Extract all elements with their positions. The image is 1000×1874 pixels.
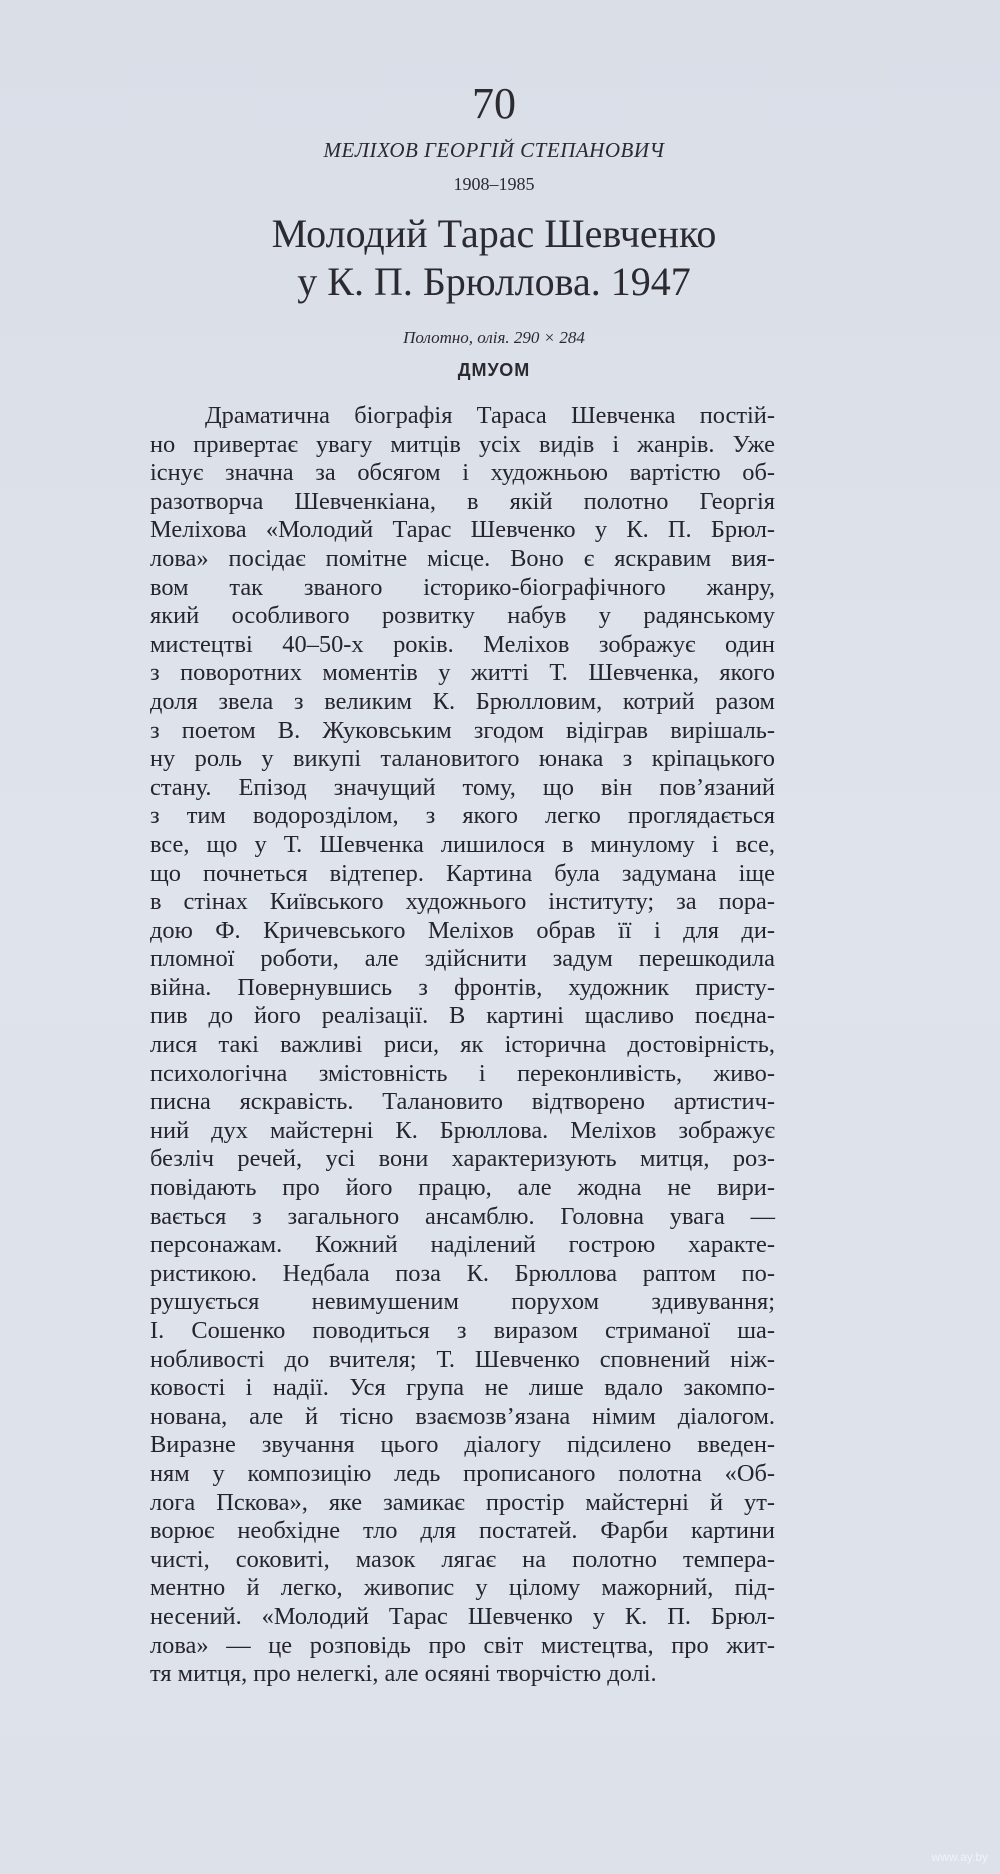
- text-line: лога Пскова», яке замикає простір майстерні й ут-: [150, 1488, 775, 1516]
- text-line: існує значна за обсягом і художньою вартістю об-: [150, 459, 775, 487]
- text-line: писна яскравість. Талановито відтворено артистич-: [150, 1088, 775, 1116]
- watermark: www.ay.by: [931, 1850, 988, 1864]
- text-line: з поворотних моментів у житті Т. Шевченка, якого: [150, 659, 775, 687]
- text-line: ну роль у викупі талановитого юнака з кріпацького: [150, 745, 775, 773]
- text-line: мистецтві 40–50-х років. Меліхов зображує один: [150, 630, 775, 658]
- text-line: нобливості до вчителя; Т. Шевченко сповнений ніж-: [150, 1345, 775, 1373]
- text-line: лова» — це розповідь про світ мистецтва, про жит-: [150, 1631, 775, 1659]
- text-line: все, що у Т. Шевченка лишилося в минулому і все,: [150, 830, 775, 858]
- text-line: чисті, соковиті, мазок лягає на полотно темпера-: [150, 1545, 775, 1573]
- text-line: пив до його реалізації. В картині щасливо поєдна-: [150, 1002, 775, 1030]
- text-line: Меліхова «Молодий Тарас Шевченко у К. П. Брюл-: [150, 516, 775, 544]
- text-line: ням у композицію ледь прописаного полотна «Об-: [150, 1459, 775, 1487]
- text-line: ментно й легко, живопис у цілому мажорний, під-: [150, 1574, 775, 1602]
- plate-number: 70: [472, 79, 516, 128]
- text-line: дою Ф. Кричевського Меліхов обрав її і для ди-: [150, 916, 775, 944]
- text-line: ристикою. Недбала поза К. Брюллова раптом по-: [150, 1259, 775, 1287]
- plate-header: [0, 78, 1000, 382]
- artwork-collection: ДМУОМ: [457, 360, 531, 380]
- text-line: тя митця, про нелегкі, але осяяні творчістю долі.: [150, 1660, 657, 1688]
- text-line: що почнеться відтепер. Картина була задумана іще: [150, 859, 775, 887]
- text-line: ворює необхідне тло для постатей. Фарби картини: [150, 1517, 775, 1545]
- text-line: несений. «Молодий Тарас Шевченко у К. П. Брюл-: [150, 1602, 775, 1630]
- text-line: ний дух майстерні К. Брюллова. Меліхов зображує: [150, 1116, 775, 1144]
- text-line: психологічна змістовність і переконливість, живо-: [150, 1059, 775, 1087]
- text-line: ковості і надії. Уся група не лише вдало закомпо-: [150, 1374, 775, 1402]
- text-line: лися такі важливі риси, як історична достовірність,: [150, 1031, 775, 1059]
- description-text: [150, 402, 775, 1689]
- artwork-title: [0, 210, 1000, 306]
- text-line: війна. Повернувшись з фронтів, художник присту-: [150, 973, 775, 1001]
- text-line: з тим водорозділом, з якого легко проглядається: [150, 802, 775, 830]
- artwork-title-line: Молодий Тарас Шевченко: [271, 211, 717, 256]
- text-line: І. Сошенко поводиться з виразом стриманої ша-: [150, 1317, 775, 1344]
- artist-dates: 1908–1985: [453, 174, 535, 194]
- text-line: вом так званого історико-біографічного жанру,: [150, 573, 775, 601]
- text-line: лова» посідає помітне місце. Воно є яскравим вия-: [150, 544, 775, 572]
- text-line: в стінах Київського художнього інституту; за пора-: [150, 888, 775, 916]
- text-line: стану. Епізод значущий тому, що він пов’язаний: [150, 773, 775, 801]
- text-line: доля звела з великим К. Брюлловим, котрий разом: [150, 687, 775, 715]
- artist-name: МЕЛІХОВ ГЕОРГІЙ СТЕПАНОВИЧ: [323, 138, 665, 162]
- text-line: Виразне звучання цього діалогу підсилено введен-: [150, 1431, 775, 1459]
- text-line: з поетом В. Жуковським згодом відіграв вирішаль-: [150, 716, 775, 744]
- artwork-medium: Полотно, олія. 290 × 284: [403, 328, 585, 347]
- text-line: нована, але й тісно взаємозв’язана німим діалогом.: [150, 1402, 775, 1430]
- text-line: рушується невимушеним порухом здивування;: [150, 1288, 775, 1316]
- text-line: пломної роботи, але здійснити задум перешкодила: [150, 945, 775, 973]
- text-line: який особливого розвитку набув у радянському: [150, 602, 775, 630]
- text-line: но привертає увагу митців усіх видів і жанрів. Уже: [150, 430, 775, 458]
- artwork-title-line: у К. П. Брюллова. 1947: [297, 259, 691, 304]
- text-line: разотворча Шевченкіана, в якій полотно Георгія: [150, 487, 775, 515]
- text-line: персонажам. Кожний наділений гострою характе-: [150, 1231, 775, 1259]
- text-line: вається з загального ансамблю. Головна увага —: [150, 1202, 775, 1230]
- text-line: безліч речей, усі вони характеризують митця, роз-: [150, 1145, 775, 1173]
- text-line: повідають про його працю, але жодна не вири-: [150, 1174, 775, 1202]
- text-line: Драматична біографія Тараса Шевченка постій-: [205, 402, 775, 429]
